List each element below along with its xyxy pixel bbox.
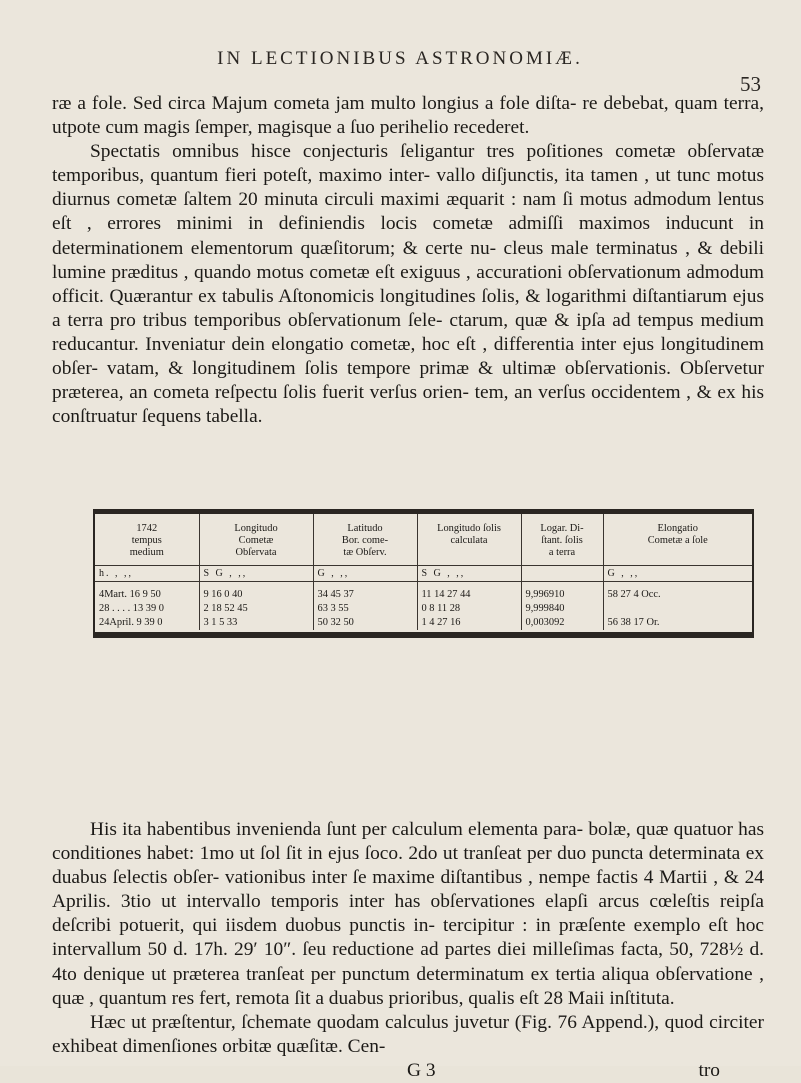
units-cell: S G , ,, — [417, 566, 521, 582]
table-cell: 0,003092 — [521, 616, 603, 630]
table-row — [95, 616, 752, 630]
table-cell: 9,996910 — [521, 582, 603, 603]
page-number: 53 — [740, 72, 761, 96]
observations-table-grid — [95, 514, 752, 630]
table-cell: 1 4 27 16 — [417, 616, 521, 630]
page-footer — [52, 1059, 764, 1083]
paragraph-3: His ita habentibus inveniendа ſunt per calculum elementa para- bolæ, quæ quatuor has conditiones habet: 1mo ut ſol ſit in ejus ſoco. 2do ut tranſeat per duo puncta determinata ex duabus ſelectis obſer- vationibus inter ſe maxime diſtantibus , nempe factis 4 Martii , & 24 Aprilis. 3tio ut intervallo temporis inter has obſervationes elapſi arcus cœleſtis reipſa deſcribi potuerit, qui iisdem duobus punctis in- tercipitur : in præſente exemplo eſt hoc intervallum 50 d. 17h. 29′ 10″. ſeu reductione ad partes diei milleſimas facta, 50, 728½ d. 4to denique ut præterea tranſeat per punctum determinatum ex tertia aliqua obſervatione , quæ , quantum res fert, remota ſit a duabus prioribus, qualis eſt 28 Maii inſtituta. — [52, 819, 764, 1009]
table-cell: 4Mart. 16 9 50 — [95, 582, 199, 603]
catchword: tro — [698, 1059, 720, 1081]
main-text-top — [52, 92, 764, 429]
units-cell: G , ,, — [313, 566, 417, 582]
running-head: IN LECTIONIBUS ASTRONOMIÆ. — [217, 48, 583, 69]
table-row — [95, 582, 752, 603]
table-cell: 9,999840 — [521, 602, 603, 616]
paragraph-1: ræ a fole. Sed circa Majum cometa jam multo longius a fole diſta- re debebat, quam terra, utpote cum magis ſemper, magisque a ſuo perihelio recederet. — [52, 93, 764, 139]
units-cell — [521, 566, 603, 582]
table-cell: 3 1 5 33 — [199, 616, 313, 630]
units-cell: h. , ,, — [95, 566, 199, 582]
signature-mark: G 3 — [407, 1059, 436, 1081]
paragraph-4: Hæc ut præſtentur, ſchemate quodam calculus juvetur (Fig. 76 Append.), quod circiter exhibeat dimenſiones orbitæ quæſitæ. Cen- — [52, 1011, 764, 1057]
table-cell: 28 . . . . 13 39 0 — [95, 602, 199, 616]
table-row — [95, 602, 752, 616]
table-cell: 50 32 50 — [313, 616, 417, 630]
header-comet-longitude: Longitudo Cometæ Obſervata — [199, 514, 313, 566]
table-cell: 11 14 27 44 — [417, 582, 521, 603]
paragraph-2: Spectatis omnibus hisce conjecturis ſeligantur tres poſitiones cometæ obſervatæ temporibus, quantum fieri poteſt, maximo inter- vallo diſjunctis, ita tamen , ut tunc motus diurnus cometæ ſaltem 20 minuta circuli maximi æquarit : nam ſi motus admodum lentus eſt , errores minimi in definiendis locis cometæ admiſſi maximos inducunt in determinationem elementorum quæſitorum; & certe nu- cleus male terminatus , & debili lumine præditus , quando motus cometæ eſt exiguus , accurationi obſervationum admodum officit. Quærantur ex tabulis Aſtonomicis longitudines ſolis, & logarithmi diſtantiarum ejus a terra pro tribus temporibus obſervationum ſele- ctarum, quæ & ipſa ad tempus medium reducantur. Inveniatur dein elongatio cometæ, hoc eſt , differentia inter ejus longitudinem obſer- vatam, & longitudinem ſolis tempore primæ & ultimæ obſervationis. Obſervetur præterea, an cometa reſpectu ſolis fuerit verſus orien- tem, an verſus occidentem , & ex his conſtruatur ſequens tabella. — [52, 141, 764, 428]
table-cell: 63 3 55 — [313, 602, 417, 616]
table-cell: 0 8 11 28 — [417, 602, 521, 616]
table-cell — [603, 602, 752, 616]
header-comet-latitude: Latitudo Bor. come- tæ Obſerv. — [313, 514, 417, 566]
units-cell: G , ,, — [603, 566, 752, 582]
header-log-distance: Logar. Di- ſtant. ſolis a terra — [521, 514, 603, 566]
table-cell: 24April. 9 39 0 — [95, 616, 199, 630]
observations-table — [93, 509, 754, 638]
header-time: 1742 tempus medium — [95, 514, 199, 566]
header-sun-longitude: Longitudo ſolis calculata — [417, 514, 521, 566]
table-cell: 9 16 0 40 — [199, 582, 313, 603]
table-cell: 56 38 17 Or. — [607, 617, 660, 628]
main-text-bottom — [52, 818, 764, 1083]
units-row — [95, 566, 752, 582]
units-cell: S G , ,, — [199, 566, 313, 582]
table-cell: 2 18 52 45 — [199, 602, 313, 616]
table-cell: 34 45 37 — [313, 582, 417, 603]
table-cell: 58 27 4 Occ. — [607, 589, 661, 600]
header-elongation: Elongatio Cometæ a ſole — [647, 523, 708, 546]
